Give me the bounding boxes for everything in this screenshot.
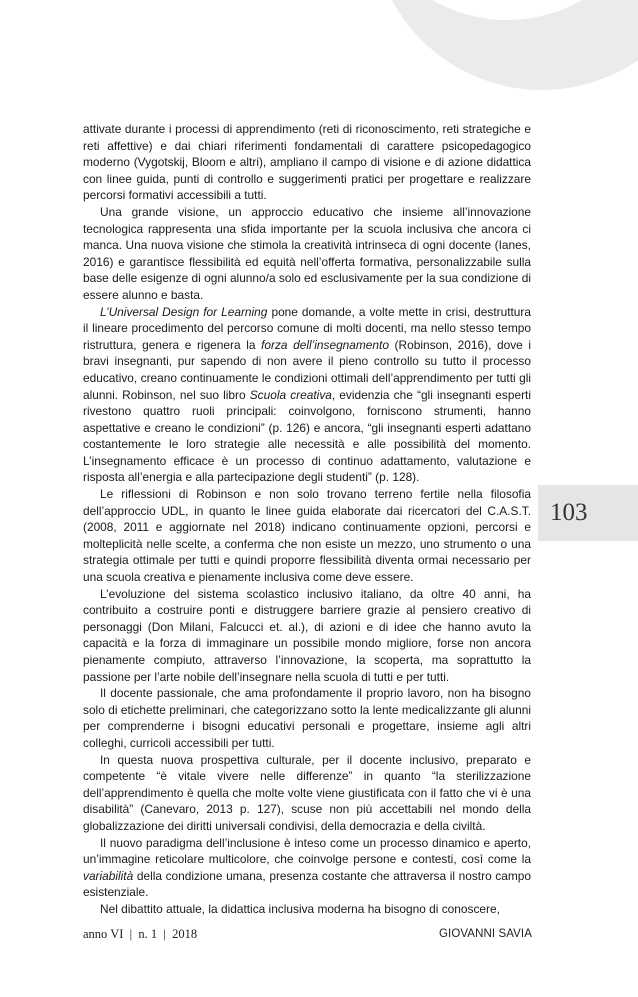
paragraph — [83, 835, 531, 901]
italic-phrase: Scuola creativa — [249, 387, 332, 402]
text-run: Le riflessioni di Robinson e non solo trovano terreno fertile nella filosofia dell’approccio UDL, in quanto le linee guida elaborate dai ricercatori del C.A.S.T. (2008, 2011 e aggiornate nel 2018) indicano continuamente opzioni, percorsi e molteplicità nelle scelte, a conferma che non esiste un mezzo, uno strumento o una strategia ottimale per tutti e quindi proporre flessibilità diventa ormai necessario per una scuola creativa e pienamente inclusiva come deve essere. — [83, 487, 531, 585]
journal-issue-footer: anno VI | n. 1 | 2018 — [83, 927, 198, 941]
text-run: della condizione umana, presenza costante che attraversa il nostro campo esistenziale. — [83, 868, 531, 900]
paragraph — [83, 685, 531, 751]
paragraph — [83, 204, 531, 304]
text-run: In questa nuova prospettiva culturale, per il docente inclusivo, preparato e competente “è vitale vivere nelle differenze” in quanto “la sterilizzazione dell’apprendimento è quella che molte volte viene giustificata con il fatto che vi è una disabilità” (Canevaro, 2013 p. 127), scuse non più accettabili nel mondo della globalizzazione dei diritti universali condivisi, della democrazia e della civiltà. — [83, 752, 531, 833]
paragraph — [83, 304, 531, 487]
text-run: Il docente passionale, che ama profondamente il proprio lavoro, non ha bisogno solo di etichette preliminari, che categorizzano sotto la lente medicalizzante gli alunni per comprenderne i bisogni educativi personali e progettare, insieme agli altri colleghi, curricoli accessibili per tutti. — [83, 686, 531, 750]
italic-phrase: variabilità — [83, 868, 134, 883]
text-run: attivate durante i processi di apprendimento (reti di riconoscimento, reti strategiche e reti affettive) e dai chiari riferimenti fondamentali di carattere psicopedagogico moderno (Vygotskij, Bloom e altri), ampliano il campo di visione e di azione didattica con linee guida, punti di controllo e suggerimenti pratici per progettare e realizzare percorsi formativi accessibili a tutti. — [83, 122, 531, 203]
paragraph — [83, 586, 531, 686]
paragraph — [83, 486, 531, 586]
italic-phrase: L’Universal Design for Learning — [100, 304, 268, 319]
text-run: , evidenzia che “gli insegnanti esperti rivestono quattro ruoli principali: coinvolgono, forniscono strumenti, hanno aspettative e creano le condizioni” (p. 126) e ancora, “gli insegnanti esperti adattano costantemente le loro strategie alle necessità e alle possibilità del momento. L’insegnamento efficace è un processo di continuo adattamento, valutazione e risposta all’energia e alla partecipazione degli studenti” (p. 128). — [83, 387, 531, 485]
page-number: 103 — [550, 499, 588, 526]
italic-phrase: forza dell’insegnamento — [261, 337, 389, 352]
text-run: L’evoluzione del sistema scolastico inclusivo italiano, da oltre 40 anni, ha contribuito a costruire ponti e distruggere barriere grazie al pensiero creativo di personaggi (Don Milani, Falcucci et. al.), di azioni e di idee che hanno avuto la capacità e la forza di immaginare un possibile mondo migliore, forse non ancora pienamente compiuto, attraverso l’innovazione, la scoperta, ma soprattutto la passione per l’arte nobile dell’insegnare nella scuola di tutti e per tutti. — [83, 586, 531, 684]
text-run: Nel dibattito attuale, la didattica inclusiva moderna ha bisogno di conoscere, — [100, 901, 500, 916]
text-run: (Robinson, 2016), dove i bravi insegnanti, pur sapendo di non avere il pieno controllo su tutto il processo educativo, creano continuamente le condizioni ottimali dell’apprendimento per tutti gli alunni. Robinson, nel suo libro — [83, 337, 532, 402]
page-number-tab — [538, 485, 638, 541]
paragraph — [83, 121, 531, 204]
paragraph — [83, 752, 531, 835]
author-footer: GIOVANNI SAVIA — [439, 928, 532, 940]
text-run: Il nuovo paradigma dell’inclusione è inteso come un processo dinamico e aperto, un’immagine reticolare multicolore, che coinvolge persone e contesti, così come la — [83, 835, 531, 867]
text-run: pone domande, a volte mette in crisi, destruttura il lineare procedimento del percorso comune di molti docenti, ma nello stesso tempo ristruttura, genera e rigenera la — [83, 304, 531, 352]
paragraph — [83, 901, 531, 918]
text-run: Una grande visione, un approccio educativo che insieme all’innovazione tecnologica rappresenta una sfida importante per la scuola inclusiva che ancora ci manca. Una nuova visione che stimola la creatività intrinseca di ogni docente (Ianes, 2016) e garantisce flessibilità ed equità nell’offerta formativa, personalizzabile sulla base delle esigenze di ogni alunno/a solo ed esclusivamente per la sua condizione di essere alunno e basta. — [83, 204, 531, 302]
article-body — [83, 121, 531, 918]
